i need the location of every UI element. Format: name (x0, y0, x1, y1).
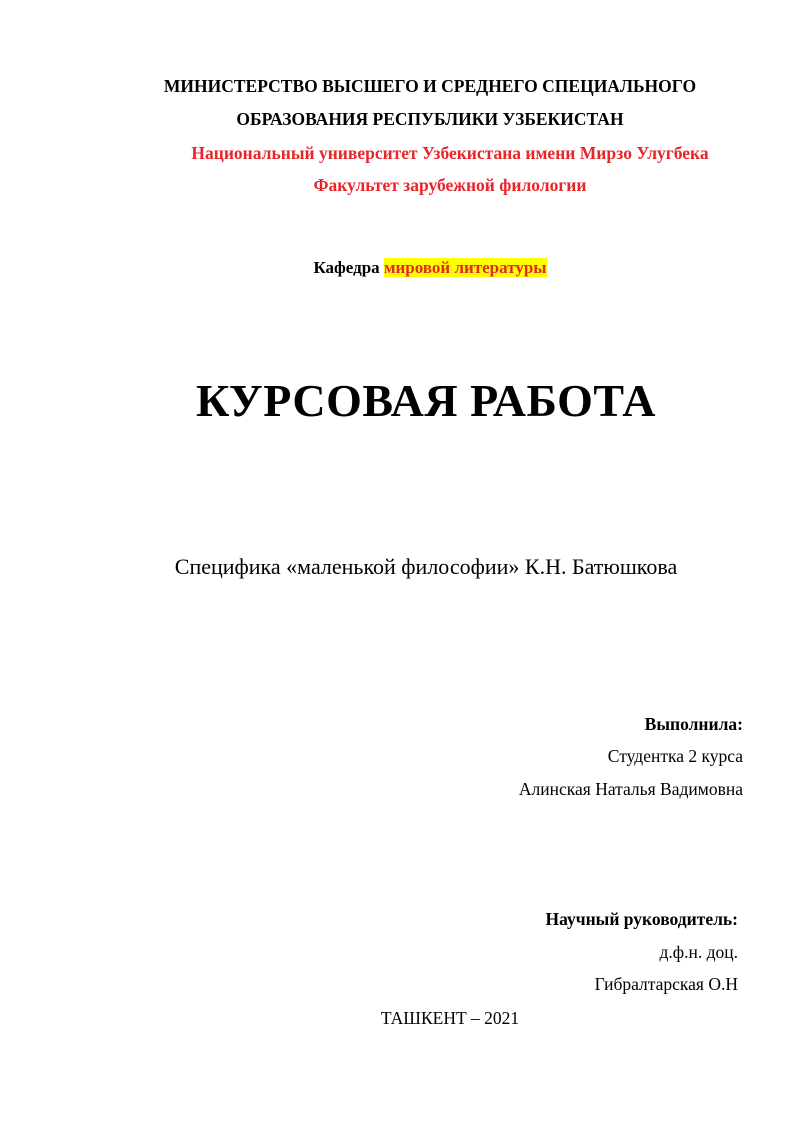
document-topic: Специфика «маленькой философии» К.Н. Батюшкова (174, 554, 678, 579)
author-label: Выполнила: (644, 714, 743, 734)
author-course: Студентка 2 курса (607, 746, 743, 766)
department-line (30, 259, 800, 276)
ministry-line-1: МИНИСТЕРСТВО ВЫСШЕГО И СРЕДНЕГО СПЕЦИАЛЬНОГО (163, 76, 697, 96)
supervisor-name: Гибралтарская О.Н (594, 974, 738, 994)
department-prefix: Кафедра (313, 258, 380, 277)
ministry-line-2: ОБРАЗОВАНИЯ РЕСПУБЛИКИ УЗБЕКИСТАН (236, 109, 624, 129)
university-name: Национальный университет Узбекистана имени Мирзо Улугбека (191, 143, 709, 163)
author-name: Алинская Наталья Вадимовна (518, 779, 743, 799)
document-title: КУРСОВАЯ РАБОТА (196, 375, 656, 426)
department-name-highlighted: мировой литературы (383, 258, 547, 277)
supervisor-degree: д.ф.н. доц. (659, 942, 738, 962)
city-year: ТАШКЕНТ – 2021 (380, 1008, 520, 1028)
faculty-name: Факультет зарубежной филологии (313, 175, 587, 195)
supervisor-label: Научный руководитель: (545, 909, 738, 929)
